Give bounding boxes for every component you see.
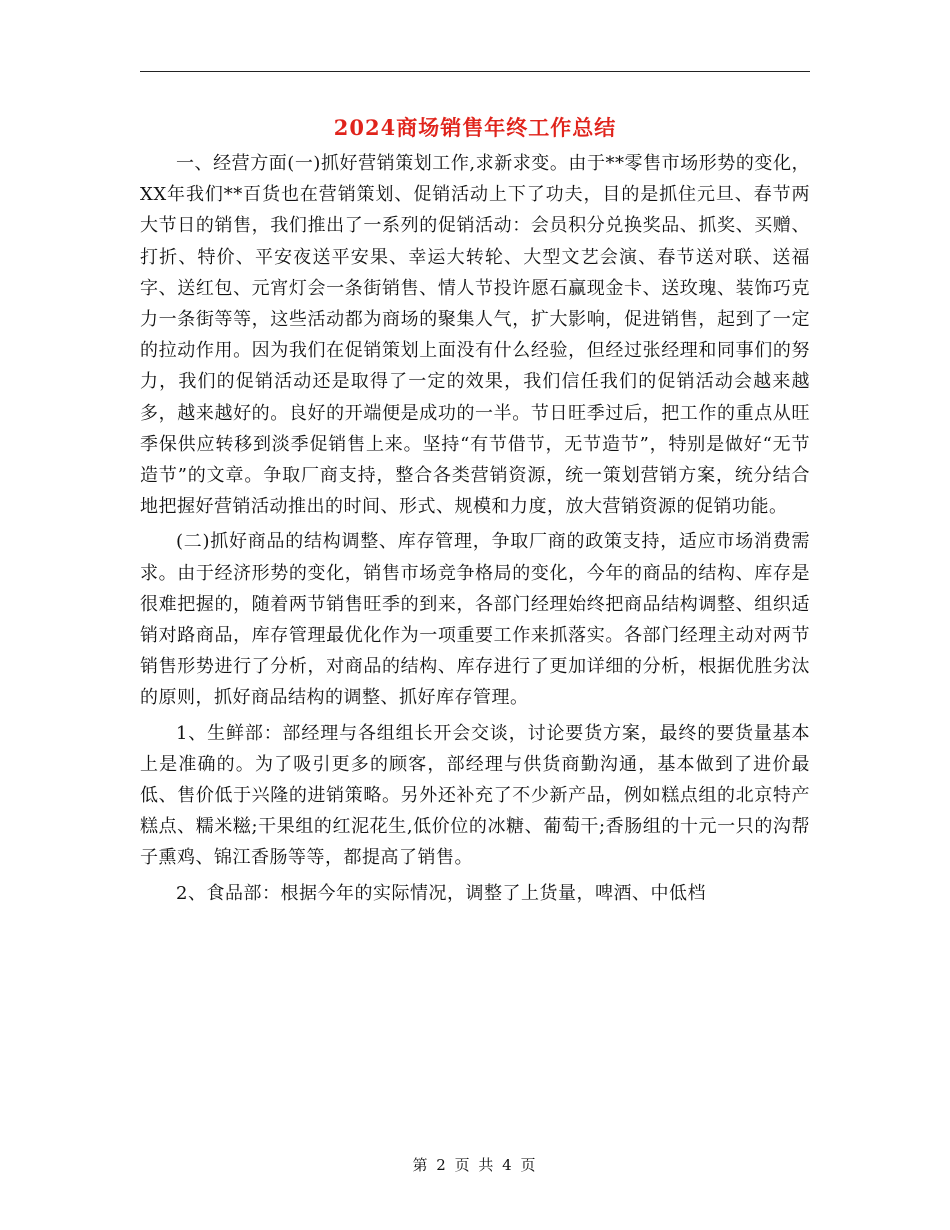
header-rule	[140, 71, 810, 72]
paragraph-3: 1、生鲜部：部经理与各组组长开会交谈，讨论要货方案，最终的要货量基本上是准确的。为了吸引更多的顾客，部经理与供货商勤沟通，基本做到了进价最低、售价低于兴隆的进销策略。另外还补充了不少新产品，例如糕点组的北京特产糕点、糯米糍;干果组的红泥花生,低价位的冰糖、葡萄干;香肠组的十元一只的沟帮子熏鸡、锦江香肠等等，都提高了销售。	[140, 722, 810, 869]
page-footer: 第 2 页 共 4 页	[412, 1156, 538, 1174]
paragraph-1: 一、经营方面(一)抓好营销策划工作,求新求变。由于**零售市场形势的变化，XX年我们**百货也在营销策划、促销活动上下了功夫，目的是抓住元旦、春节两大节日的销售，我们推出了一系列的促销活动：会员积分兑换奖品、抓奖、买赠、打折、特价、平安夜送平安果、幸运大转轮、大型文艺会演、春节送对联、送福字、送红包、元宵灯会一条街销售、情人节投许愿石赢现金卡、送玫瑰、装饰巧克力一条街等等，这些活动都为商场的聚集人气，扩大影响，促进销售，起到了一定的拉动作用。因为我们在促销策划上面没有什么经验，但经过张经理和同事们的努力，我们的促销活动还是取得了一定的效果，我们信任我们的促销活动会越来越多，越来越好的。良好的开端便是成功的一半。节日旺季过后，把工作的重点从旺季保供应转移到淡季促销售上来。坚持“有节借节，无节造节”，特别是做好“无节造节”的文章。争取厂商支持，整合各类营销资源，统一策划营销方案，统分结合地把握好营销活动推出的时间、形式、规模和力度，放大营销资源的促销功能。	[140, 153, 810, 518]
paragraph-4: 2、食品部：根据今年的实际情况，调整了上货量，啤酒、中低档	[176, 882, 706, 904]
document-title: 2024商场销售年终工作总结	[333, 115, 617, 140]
document-body	[140, 148, 810, 913]
paragraph-2: (二)抓好商品的结构调整、库存管理，争取厂商的政策支持，适应市场消费需求。由于经济形势的变化，销售市场竞争格局的变化，今年的商品的结构、库存是很难把握的，随着两节销售旺季的到来，各部门经理始终把商品结构调整、组织适销对路商品，库存管理最优化作为一项重要工作来抓落实。各部门经理主动对两节销售形势进行了分析，对商品的结构、库存进行了更加详细的分析，根据优胜劣汰的原则，抓好商品结构的调整、抓好库存管理。	[140, 531, 810, 709]
